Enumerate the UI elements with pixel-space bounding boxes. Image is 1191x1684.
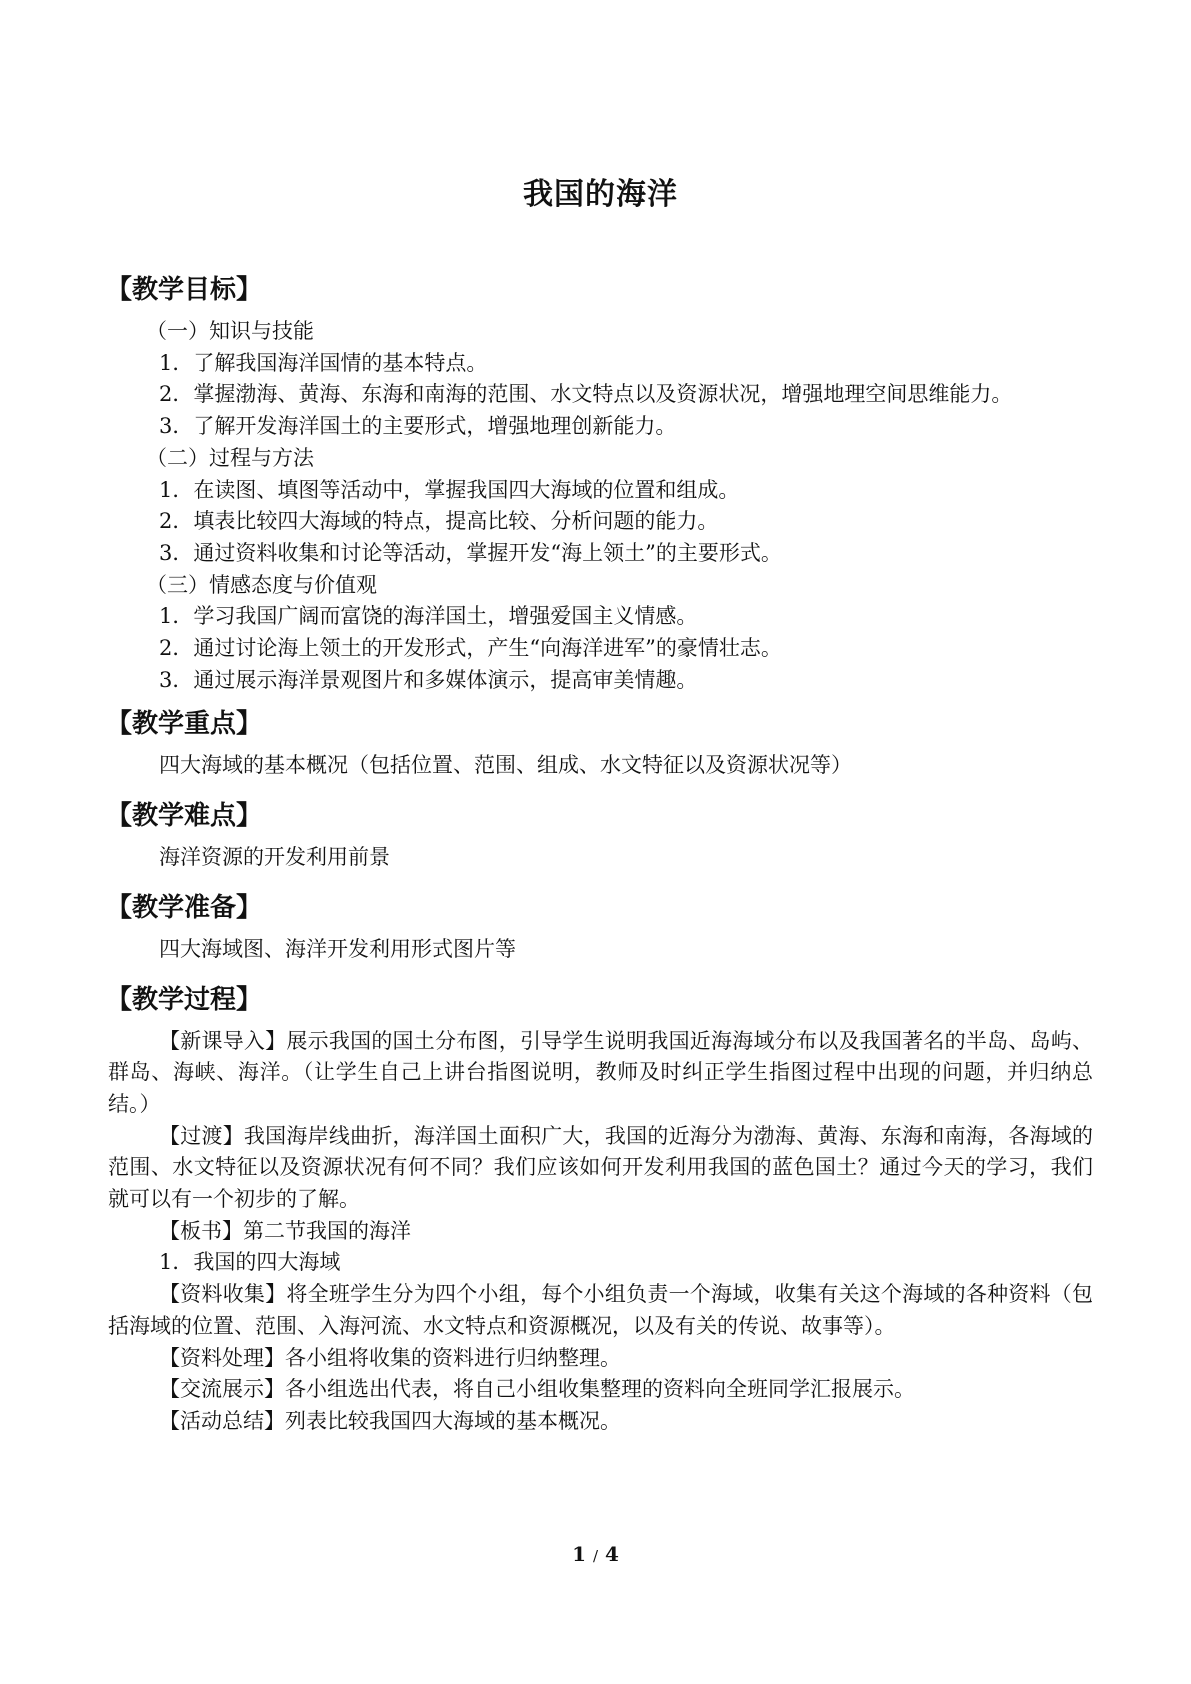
objective-emotion-2: 2．通过讨论海上领土的开发形式，产生“向海洋进军”的豪情壮志。 [159,636,782,661]
heading-process: 【教学过程】 [106,984,263,1015]
page-separator: / [592,1547,599,1565]
heading-preparation: 【教学准备】 [106,892,263,923]
objective-knowledge-2: 2．掌握渤海、黄海、东海和南海的范围、水文特点以及资源状况，增强地理空间思维能力。 [159,382,1013,407]
heading-key-points: 【教学重点】 [106,709,263,740]
objective-emotion-3: 3．通过展示海洋景观图片和多媒体演示，提高审美情趣。 [159,667,698,692]
subheading-knowledge: （一）知识与技能 [146,319,314,343]
objective-process-3: 3．通过资料收集和讨论等活动，掌握开发“海上领土”的主要形式。 [159,540,782,565]
objective-knowledge-3: 3．了解开发海洋国土的主要形式，增强地理创新能力。 [159,414,677,439]
objective-process-1: 1．在读图、填图等活动中，掌握我国四大海域的位置和组成。 [159,477,740,502]
objective-process-2: 2．填表比较四大海域的特点，提高比较、分析问题的能力。 [159,509,719,534]
page-total: 4 [605,1542,619,1566]
process-transition: 【过渡】我国海岸线曲折，海洋国土面积广大，我国的近海分为渤海、黄海、东海和南海，各海域的范围、水文特征以及资源状况有何不同？我们应该如何开发利用我国的蓝色国土？通过今天的学习，我们就可以有一个初步的了解。 [108,1123,1093,1212]
page-current: 1 [572,1542,586,1566]
document-body [108,168,1093,1438]
difficulties-text: 海洋资源的开发利用前景 [159,845,390,870]
objective-knowledge-1: 1．了解我国海洋国情的基本特点。 [159,350,488,375]
process-intro: 【新课导入】展示我国的国土分布图，引导学生说明我国近海海域分布以及我国著名的半岛、岛屿、群岛、海峡、海洋。（让学生自己上讲台指图说明，教师及时纠正学生指图过程中出现的问题，并归纳总结。） [108,1028,1093,1116]
process-item-1: 1．我国的四大海域 [159,1250,341,1275]
preparation-text: 四大海域图、海洋开发利用形式图片等 [159,936,516,961]
process-summary: 【活动总结】列表比较我国四大海域的基本概况。 [159,1408,621,1433]
process-data-handling: 【资料处理】各小组将收集的资料进行归纳整理。 [159,1345,621,1370]
process-exchange: 【交流展示】各小组选出代表，将自己小组收集整理的资料向全班同学汇报展示。 [159,1377,915,1402]
process-board: 【板书】第二节我国的海洋 [159,1218,411,1243]
objective-emotion-1: 1．学习我国广阔而富饶的海洋国土，增强爱国主义情感。 [159,604,698,629]
page-title: 我国的海洋 [523,177,678,212]
process-collect: 【资料收集】将全班学生分为四个小组，每个小组负责一个海域，收集有关这个海域的各种资料（包括海域的位置、范围、入海河流、水文特点和资源概况，以及有关的传说、故事等）。 [108,1282,1093,1338]
subheading-emotion: （三）情感态度与价值观 [146,572,377,597]
heading-difficulties: 【教学难点】 [106,801,263,832]
subheading-process: （二）过程与方法 [146,445,314,470]
key-points-text: 四大海域的基本概况（包括位置、范围、组成、水文特征以及资源状况等） [159,753,852,778]
page-number [0,1542,1191,1566]
heading-objectives: 【教学目标】 [106,275,263,305]
